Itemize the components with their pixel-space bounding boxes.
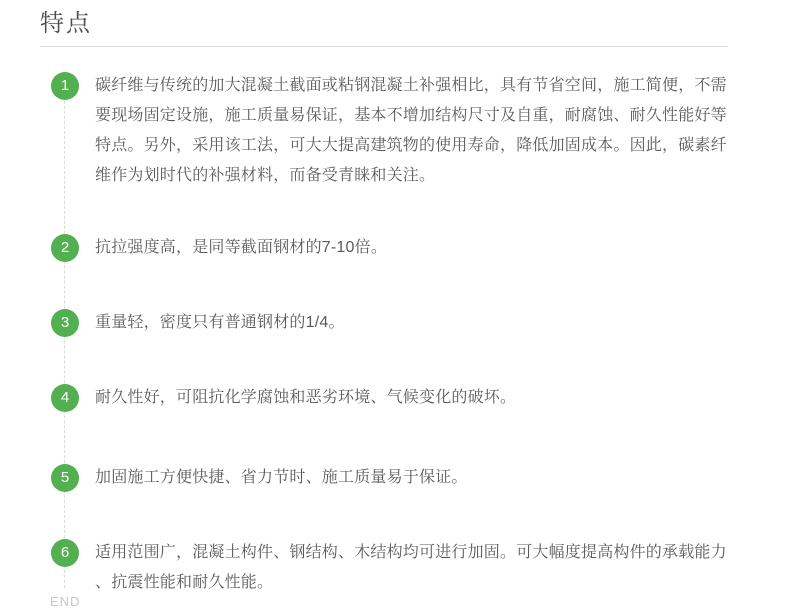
feature-text: 耐久性好，可阻抗化学腐蚀和恶劣环境、气候变化的破坏。 — [95, 389, 517, 406]
feature-text: 加固施工方便快捷、省力节时、施工质量易于保证。 — [95, 469, 468, 486]
feature-text: 重量轻，密度只有普通钢材的1/4。 — [95, 314, 345, 331]
feature-list — [40, 47, 728, 598]
feature-number-badge: 3 — [51, 309, 79, 337]
feature-item — [40, 463, 728, 493]
feature-number-badge: 6 — [51, 539, 79, 567]
feature-number-badge: 4 — [51, 384, 79, 412]
page-title: 特点 — [40, 0, 728, 47]
feature-item — [40, 71, 728, 191]
feature-number-badge: 1 — [51, 72, 79, 100]
feature-number-badge: 2 — [51, 234, 79, 262]
feature-text: 碳纤维与传统的加大混凝土截面或粘钢混凝土补强相比，具有节省空间，施工简便，不需要现场固定设施，施工质量易保证，基本不增加结构尺寸及自重，耐腐蚀、耐久性能好等特点。另外，采用该工法，可大大提高建筑物的使用寿命，降低加固成本。因此，碳素纤维作为划时代的补强材料，而备受青睐和关注。 — [95, 77, 727, 184]
feature-item — [40, 538, 728, 598]
end-marker: END — [50, 594, 81, 609]
feature-number-badge: 5 — [51, 464, 79, 492]
feature-item — [40, 308, 728, 338]
article-content — [40, 0, 728, 609]
feature-item — [40, 233, 728, 263]
feature-text: 适用范围广，混凝土构件、钢结构、木结构均可进行加固。可大幅度提高构件的承载能力、抗震性能和耐久性能。 — [95, 544, 727, 591]
feature-item — [40, 383, 728, 413]
feature-text: 抗拉强度高，是同等截面钢材的7-10倍。 — [95, 239, 388, 256]
